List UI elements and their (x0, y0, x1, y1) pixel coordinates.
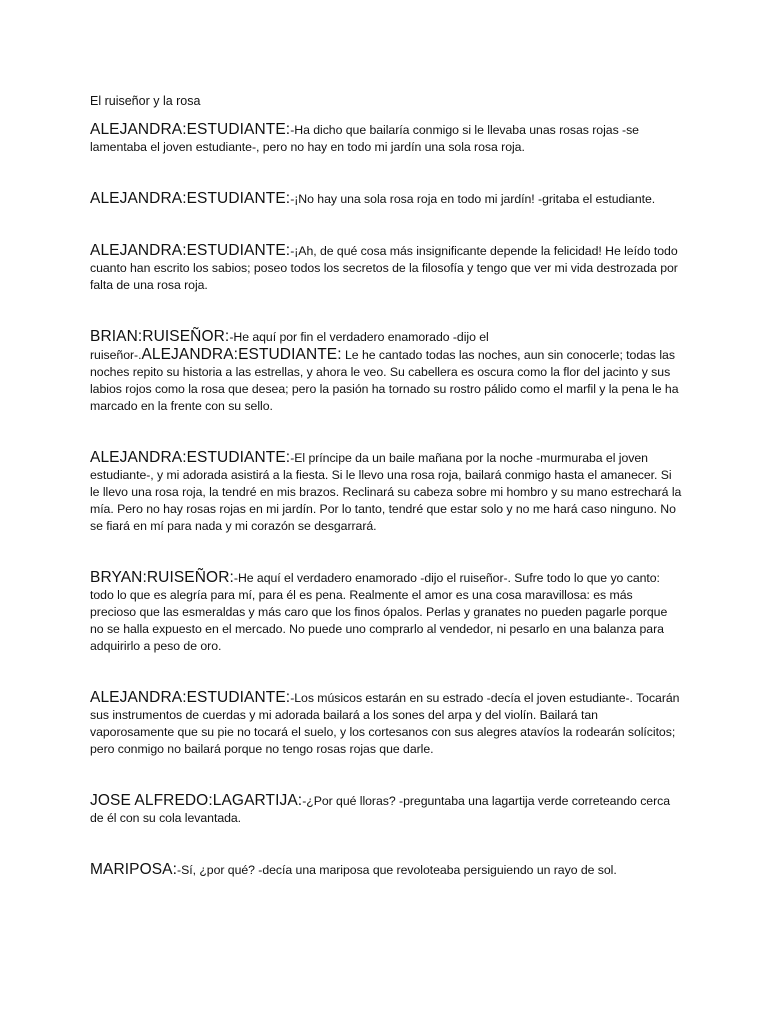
speaker-label: BRIAN:RUISEÑOR: (90, 328, 230, 345)
speaker-label: ALEJANDRA:ESTUDIANTE: (90, 190, 291, 207)
dialogue-text: -¿Por qué lloras? -preguntaba una lagartija verde correteando cerca de él con su cola levantada. (90, 794, 671, 825)
dialogue-paragraph (90, 242, 682, 294)
dialogue-text: -Sí, ¿por qué? -decía una mariposa que revoloteaba persiguiendo un rayo de sol. (177, 863, 617, 877)
dialogue-paragraph (90, 861, 682, 879)
speaker-label: JOSE ALFREDO:LAGARTIJA: (90, 792, 303, 809)
dialogue-text: -He aquí por fin el verdadero enamorado -dijo el ruiseñor-. (90, 330, 489, 362)
dialogue-text: -¡No hay una sola rosa roja en todo mi jardín! -gritaba el estudiante. (290, 192, 656, 206)
document-title: El ruiseñor y la rosa (90, 94, 201, 108)
dialogue-paragraph (90, 190, 682, 208)
dialogue-paragraph (90, 121, 682, 156)
speaker-label: ALEJANDRA:ESTUDIANTE: (90, 121, 291, 138)
dialogue-text: -El príncipe da un baile mañana por la noche -murmuraba el joven estudiante-, y mi adorada asistirá a la fiesta. Si le llevo una rosa roja, bailará conmigo hasta el amanecer. Si le llevo una rosa roja, la tendré en mis brazos. Reclinará su cabeza sobre mi hombro y su mano estrechará la mía. Pero no hay rosas rojas en mi jardín. Por lo tanto, tendré que estar solo y no me hará caso ninguno. No se fiará en mí para nada y mi corazón se desgarrará. (90, 451, 682, 533)
dialogue-text: -Ha dicho que bailaría conmigo si le llevaba unas rosas rojas -se lamentaba el joven estudiante-, pero no hay en todo mi jardín una sola rosa roja. (90, 123, 639, 154)
dialogue-text: -¡Ah, de qué cosa más insignificante depende la felicidad! He leído todo cuanto han escrito los sabios; poseo todos los secretos de la filosofía y tengo que ver mi vida destrozada por falta de una rosa roja. (90, 244, 678, 292)
dialogue-paragraph (90, 569, 682, 655)
speaker-label: ALEJANDRA:ESTUDIANTE: (141, 346, 342, 363)
speaker-label: ALEJANDRA:ESTUDIANTE: (90, 689, 291, 706)
dialogue-text: Le he cantado todas las noches, aun sin conocerle; todas las noches repito su historia a las estrellas, y ahora le veo. Su cabellera es oscura como la flor del jacinto y sus labios rojos como la rosa que desea; pero la pasión ha tornado su rostro pálido como el marfil y la pena le ha marcado en la frente con su sello. (90, 348, 679, 413)
speaker-label: ALEJANDRA:ESTUDIANTE: (90, 242, 291, 259)
speaker-label: BRYAN:RUISEÑOR: (90, 569, 234, 586)
dialogue-text: -Los músicos estarán en su estrado -decía el joven estudiante-. Tocarán sus instrumentos de cuerdas y mi adorada bailará a los sones del arpa y del violín. Bailará tan vaporosamente que su pie no tocará el suelo, y los cortesanos con sus alegres atavíos la rodearán solícitos; pero conmigo no bailará porque no tengo rosas rojas que darle. (90, 691, 680, 756)
dialogue-paragraph (90, 328, 682, 415)
dialogue-text: -He aquí el verdadero enamorado -dijo el ruiseñor-. Sufre todo lo que yo canto: todo lo que es alegría para mí, para él es pena. Realmente el amor es una cosa maravillosa: es más precioso que las esmeraldas y más caro que los finos ópalos. Perlas y granates no pueden pagarle porque no se halla expuesto en el mercado. No puede uno comprarlo al vendedor, ni pesarlo en una balanza para adquirirlo a peso de oro. (90, 571, 668, 653)
speaker-label: MARIPOSA: (90, 861, 178, 878)
speaker-label: ALEJANDRA:ESTUDIANTE: (90, 449, 291, 466)
dialogue-paragraph (90, 449, 682, 535)
dialogue-paragraph (90, 689, 682, 758)
document-page (90, 92, 682, 879)
dialogue-paragraph (90, 792, 682, 827)
